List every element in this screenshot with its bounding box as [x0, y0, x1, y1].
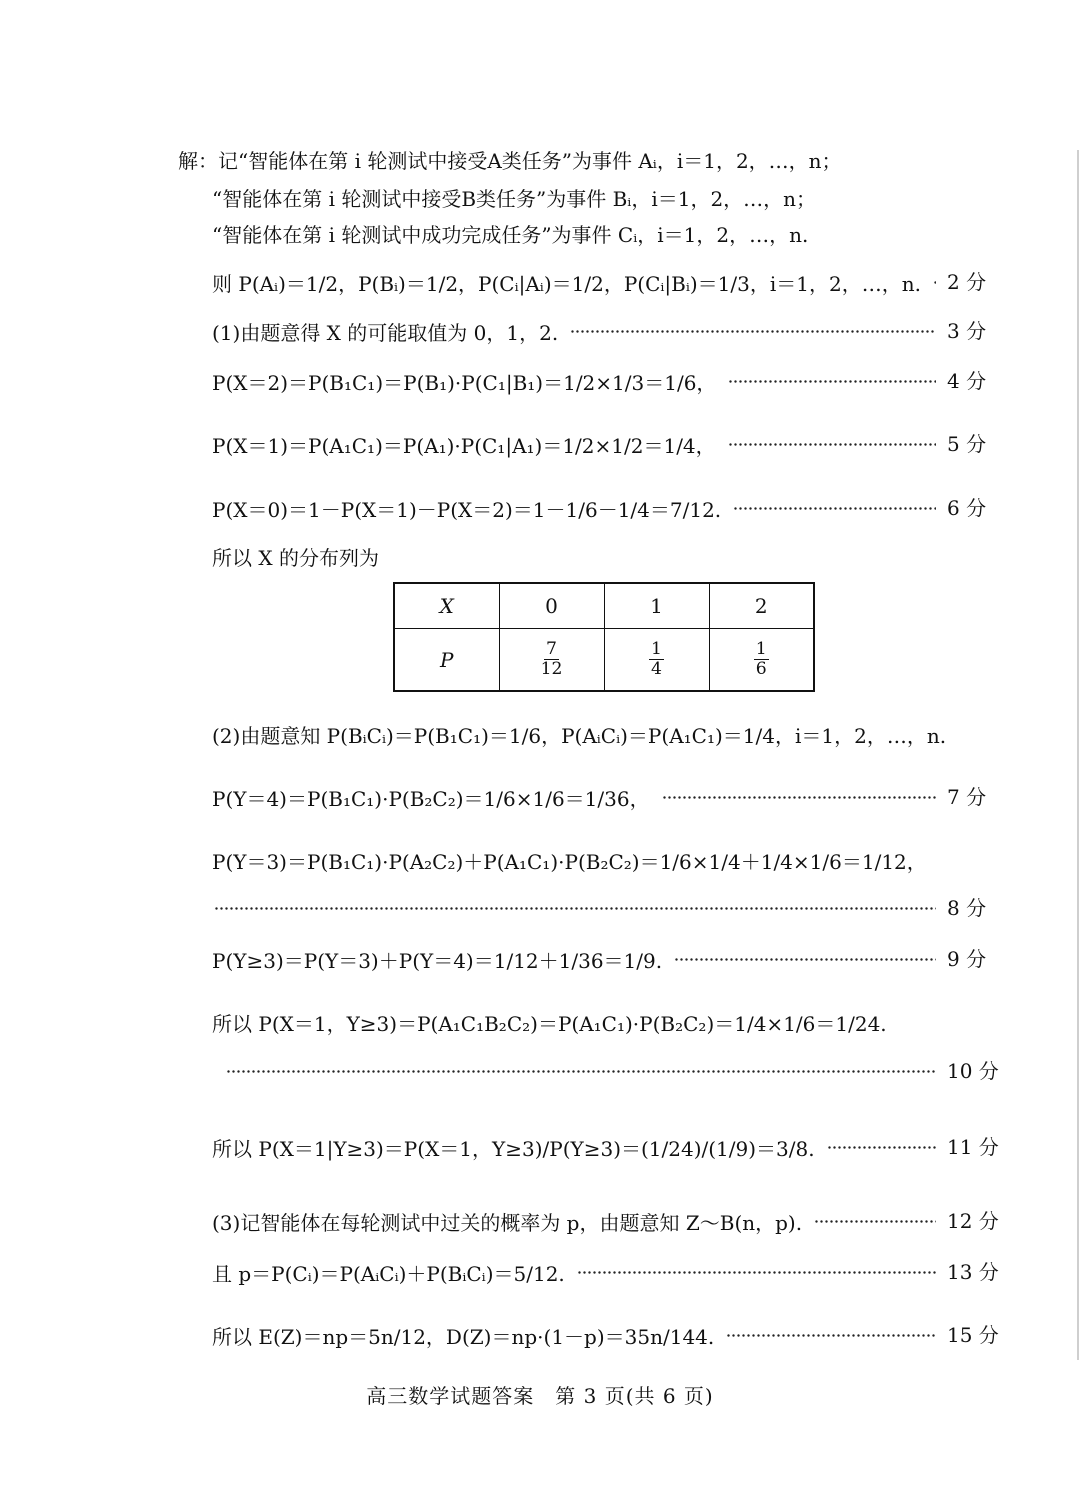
- part2-intro-line: [0, 710, 1080, 758]
- table-header-cell: 0: [499, 583, 604, 629]
- py3-line: [0, 836, 1080, 884]
- leader-dots: [226, 1070, 936, 1073]
- part1-values-text: (1)由题意得 X 的可能取值为 0，1，2.: [212, 320, 559, 345]
- table-header-cell: X: [394, 583, 499, 629]
- py-ge3-text: P(Y≥3)＝P(Y＝3)＋P(Y＝4)＝1/12＋1/36＝1/9.: [212, 948, 663, 973]
- p-value-text: 且 p＝P(Cᵢ)＝P(AᵢCᵢ)＋P(BᵢCᵢ)＝5/12.: [212, 1261, 565, 1286]
- probability-defs-line: [0, 258, 1080, 306]
- p-value-line: [0, 1248, 1080, 1296]
- score-11: 11 分: [947, 1135, 999, 1159]
- table-row: [394, 629, 814, 692]
- leader-dots: [728, 443, 936, 446]
- score-7: 7 分: [947, 785, 987, 809]
- conditional-prob-text: 所以 P(X＝1|Y≥3)＝P(X＝1，Y≥3)/P(Y≥3)＝(1/24)/(1/9)＝3/8.: [212, 1136, 815, 1161]
- py3-score-line: [0, 884, 1080, 932]
- leader-dots: [577, 1271, 936, 1274]
- part3-intro-text: (3)记智能体在每轮测试中过关的概率为 p，由题意知 Z～B(n，p).: [212, 1210, 803, 1235]
- py4-line: [0, 773, 1080, 821]
- px2-text: P(X＝2)＝P(B₁C₁)＝P(B₁)·P(C₁|B₁)＝1/2×1/3＝1/6，: [212, 370, 717, 395]
- leader-dots: [570, 330, 936, 333]
- score-4: 4 分: [947, 369, 987, 393]
- px0-text: P(X＝0)＝1－P(X＝1)－P(X＝2)＝1－1/6－1/4＝7/12.: [212, 497, 722, 522]
- px2-line: [0, 357, 1080, 405]
- score-10: 10 分: [947, 1059, 999, 1083]
- leader-dots: [933, 281, 936, 284]
- leader-dots: [814, 1220, 936, 1223]
- score-9: 9 分: [947, 947, 987, 971]
- page-footer: 高三数学试题答案 第 3 页(共 6 页): [366, 1384, 714, 1408]
- leader-dots: [733, 507, 936, 510]
- table-row: [394, 583, 814, 629]
- part2-intro-text: (2)由题意知 P(BᵢCᵢ)＝P(B₁C₁)＝1/6，P(AᵢCᵢ)＝P(A₁C₁)＝1/4，i＝1，2，…，n.: [212, 723, 947, 748]
- score-13: 13 分: [947, 1260, 999, 1284]
- table-cell: $\frac{1}{6}$: [709, 629, 814, 692]
- distribution-intro-text: 所以 X 的分布列为: [212, 545, 379, 570]
- px1-text: P(X＝1)＝P(A₁C₁)＝P(A₁)·P(C₁|A₁)＝1/2×1/2＝1/4，: [212, 433, 716, 458]
- leader-dots: [728, 380, 936, 383]
- px1-line: [0, 420, 1080, 468]
- intro-line-3: [0, 209, 1080, 257]
- score-3: 3 分: [947, 319, 987, 343]
- joint-prob-line: [0, 998, 1080, 1046]
- px0-line: [0, 484, 1080, 532]
- score-5: 5 分: [947, 432, 987, 456]
- table-header-cell: 2: [709, 583, 814, 629]
- table-header-cell: 1: [604, 583, 709, 629]
- probability-defs-text: 则 P(Aᵢ)＝1/2，P(Bᵢ)＝1/2，P(Cᵢ|Aᵢ)＝1/2，P(Cᵢ|Bᵢ)＝1/3，i＝1，2，…，n.: [212, 271, 921, 296]
- table-row-label: P: [394, 629, 499, 692]
- intro-line-1-text: 解：记“智能体在第 i 轮测试中接受A类任务”为事件 Aᵢ，i＝1，2，…，n；: [178, 148, 842, 173]
- leader-dots: [662, 796, 936, 799]
- score-8: 8 分: [947, 896, 987, 920]
- joint-prob-text: 所以 P(X＝1，Y≥3)＝P(A₁C₁B₂C₂)＝P(A₁C₁)·P(B₂C₂)＝1/4×1/6＝1/24.: [212, 1011, 887, 1036]
- score-6: 6 分: [947, 496, 987, 520]
- intro-line-2-text: “智能体在第 i 轮测试中接受B类任务”为事件 Bᵢ，i＝1，2，…，n；: [212, 186, 817, 211]
- expectation-text: 所以 E(Z)＝np＝5n/12，D(Z)＝np·(1－p)＝35n/144.: [212, 1324, 715, 1349]
- score-15: 15 分: [947, 1323, 999, 1347]
- py4-text: P(Y＝4)＝P(B₁C₁)·P(B₂C₂)＝1/6×1/6＝1/36，: [212, 786, 650, 811]
- conditional-prob-line: [0, 1123, 1080, 1171]
- distribution-table: [393, 582, 815, 692]
- leader-dots: [726, 1334, 936, 1337]
- part3-intro-line: [0, 1197, 1080, 1245]
- score-2: 2 分: [947, 270, 987, 294]
- intro-line-3-text: “智能体在第 i 轮测试中成功完成任务”为事件 Cᵢ，i＝1，2，…，n.: [212, 222, 809, 247]
- part1-values-line: [0, 307, 1080, 355]
- table-cell: $\frac{1}{4}$: [604, 629, 709, 692]
- score-12: 12 分: [947, 1209, 999, 1233]
- joint-prob-score-line: [0, 1047, 1080, 1095]
- leader-dots: [674, 958, 936, 961]
- table-cell: $\frac{7}{12}$: [499, 629, 604, 692]
- distribution-intro-line: [0, 532, 1080, 580]
- expectation-line: [0, 1311, 1080, 1359]
- leader-dots: [827, 1146, 936, 1149]
- leader-dots: [214, 907, 936, 910]
- py3-text: P(Y＝3)＝P(B₁C₁)·P(A₂C₂)＋P(A₁C₁)·P(B₂C₂)＝1/6×1/4＋1/4×1/6＝1/12，: [212, 849, 927, 874]
- py-ge3-line: [0, 935, 1080, 983]
